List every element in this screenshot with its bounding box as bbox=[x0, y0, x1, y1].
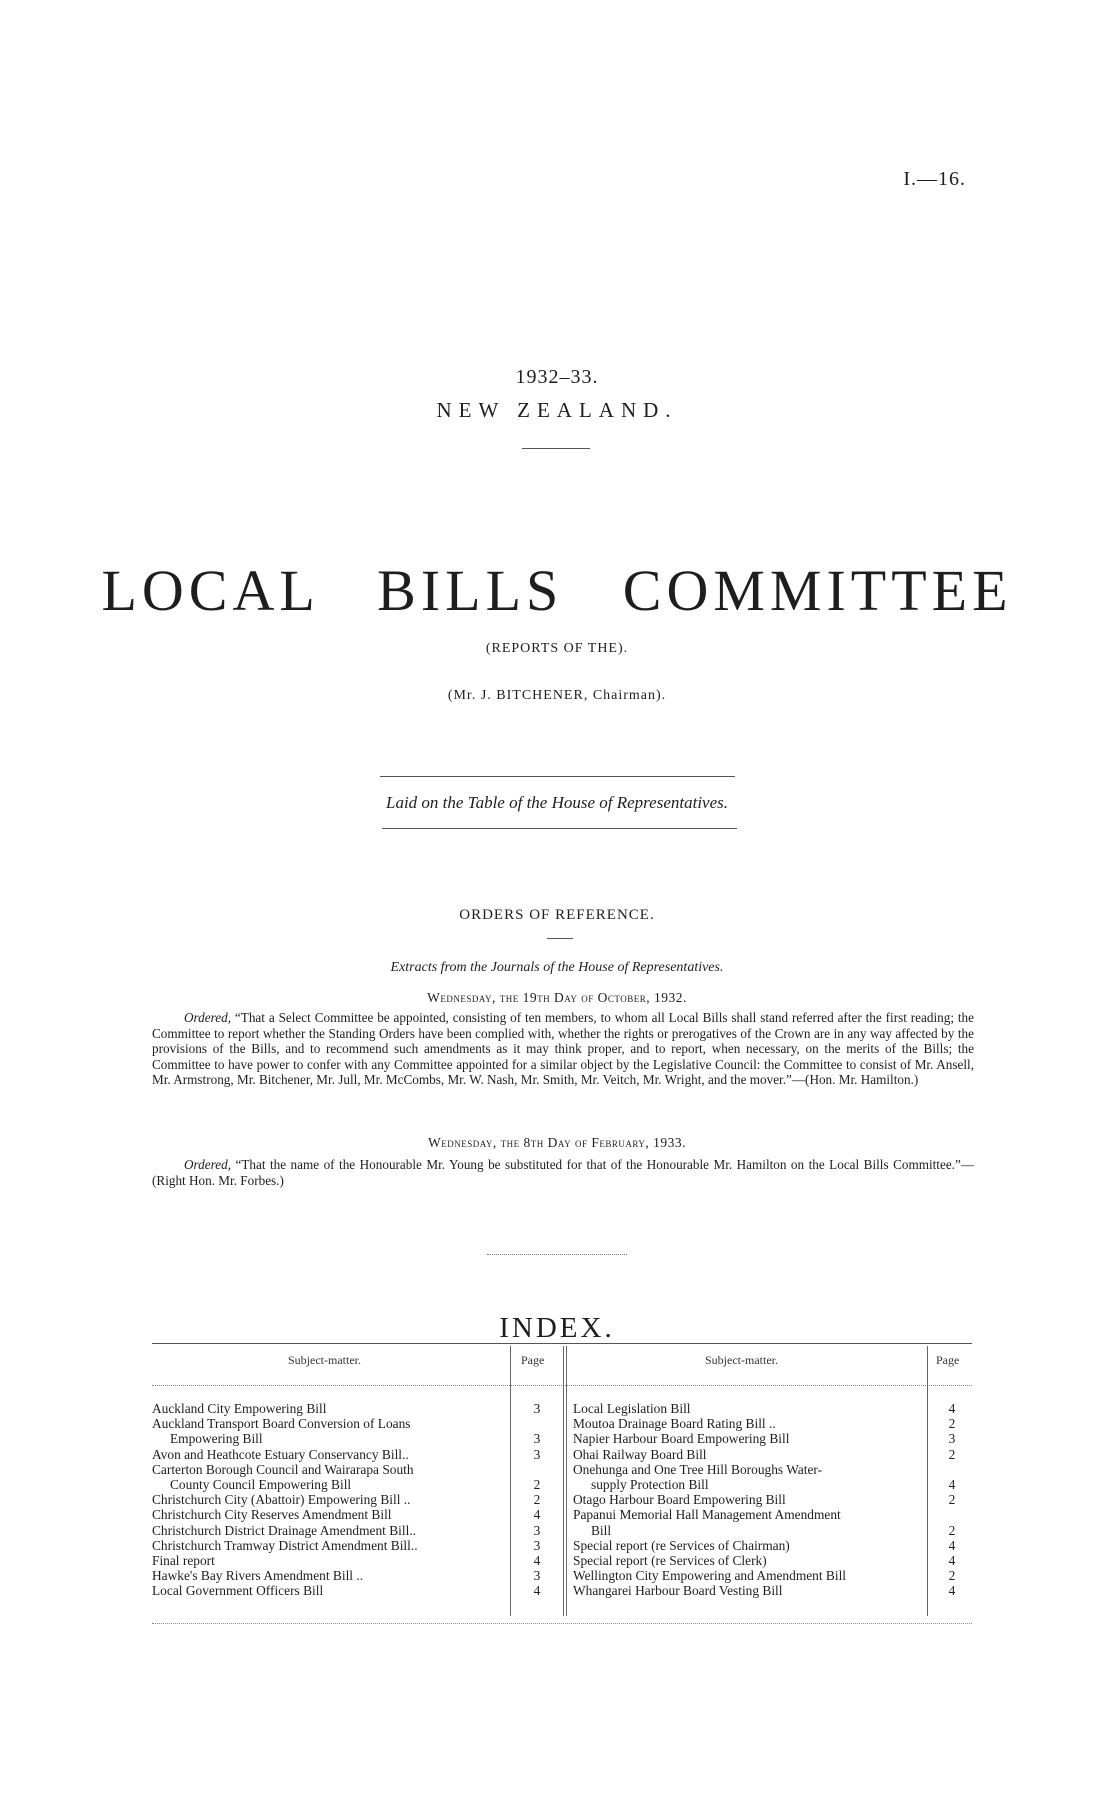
index-entry-line: Avon and Heathcote Estuary Conservancy Bill.. bbox=[152, 1446, 409, 1462]
index-entry-line: Moutoa Drainage Board Rating Bill .. bbox=[573, 1416, 776, 1432]
index-page-number: 2 bbox=[948, 1446, 956, 1462]
index-page-number: 3 bbox=[533, 1568, 541, 1584]
document-subtitle: (REPORTS OF THE). bbox=[485, 641, 629, 656]
index-entry-line: Final report bbox=[152, 1553, 215, 1568]
index-entry-line: Local Legislation Bill bbox=[573, 1401, 691, 1416]
table-top-rule bbox=[152, 1343, 972, 1344]
index-entry-line: Christchurch City (Abattoir) Empowering Bill .. bbox=[152, 1492, 411, 1508]
divider bbox=[487, 1254, 627, 1255]
order-date-1: Wednesday, the 19th Day of October, 1932. bbox=[427, 990, 687, 1005]
chairman-line: (Mr. J. BITCHENER, Chairman). bbox=[447, 688, 667, 703]
index-page-number: 4 bbox=[533, 1583, 541, 1599]
index-page-number: 4 bbox=[533, 1553, 541, 1568]
index-entry-line: Napier Harbour Board Empowering Bill bbox=[573, 1431, 790, 1447]
laid-on-table: Laid on the Table of the House of Representatives. bbox=[385, 793, 728, 812]
index-page-number: 2 bbox=[948, 1522, 956, 1538]
index-page-number: 3 bbox=[948, 1431, 956, 1447]
column-header-subject: Subject-matter. bbox=[705, 1353, 778, 1367]
document-reference: I.—16. bbox=[903, 168, 966, 190]
index-entry-line: supply Protection Bill bbox=[591, 1477, 709, 1492]
index-entry-line: Auckland Transport Board Conversion of Loans bbox=[152, 1416, 411, 1432]
index-page-number: 3 bbox=[533, 1431, 541, 1447]
header-rule bbox=[152, 1385, 972, 1386]
index-entry-line: Bill bbox=[591, 1522, 612, 1538]
index-entry-line: Special report (re Services of Chairman) bbox=[573, 1537, 790, 1553]
index-page-number: 3 bbox=[533, 1401, 541, 1416]
index-page-number: 4 bbox=[533, 1507, 541, 1523]
orders-heading: ORDERS OF REFERENCE. bbox=[459, 907, 655, 923]
index-page-number: 4 bbox=[948, 1401, 956, 1416]
index-page-number: 4 bbox=[948, 1537, 956, 1553]
index-entry-line: Christchurch City Reserves Amendment Bill bbox=[152, 1507, 392, 1523]
index-entry-line: Ohai Railway Board Bill bbox=[573, 1446, 707, 1462]
index-entry-line: Carterton Borough Council and Wairarapa South bbox=[152, 1461, 414, 1477]
table-bottom-rule bbox=[152, 1623, 972, 1624]
index-entry-line: Special report (re Services of Clerk) bbox=[573, 1553, 767, 1568]
divider bbox=[380, 776, 735, 777]
divider bbox=[547, 938, 573, 939]
column-divider bbox=[563, 1346, 564, 1616]
index-page-number: 3 bbox=[533, 1537, 541, 1553]
column-divider bbox=[927, 1346, 928, 1616]
index-entry-line: Papanui Memorial Hall Management Amendment bbox=[573, 1507, 841, 1523]
index-entry-line: Christchurch Tramway District Amendment Bill.. bbox=[152, 1537, 418, 1553]
index-page-number: 3 bbox=[533, 1446, 541, 1462]
session-year: 1932–33. bbox=[515, 366, 599, 388]
order-paragraph-1 bbox=[152, 1010, 974, 1088]
index-page-number: 2 bbox=[533, 1492, 541, 1508]
column-header-page: Page bbox=[521, 1353, 545, 1367]
index-entry-line: County Council Empowering Bill bbox=[170, 1477, 352, 1492]
index-entry-line: Auckland City Empowering Bill bbox=[152, 1401, 327, 1416]
order-text: “That the name of the Honourable Mr. Young be substituted for that of the Honourable Mr. Hamilton on the Local Bills Committee.”—(Right Hon. Mr. Forbes.) bbox=[152, 1157, 975, 1188]
column-divider bbox=[566, 1346, 567, 1616]
country-heading: NEW ZEALAND. bbox=[436, 398, 678, 422]
index-page-number: 4 bbox=[948, 1583, 956, 1599]
index-entry-line: Onehunga and One Tree Hill Boroughs Water- bbox=[573, 1461, 823, 1477]
index-entry-line: Otago Harbour Board Empowering Bill bbox=[573, 1492, 786, 1508]
divider bbox=[522, 448, 590, 449]
column-header-subject: Subject-matter. bbox=[288, 1353, 361, 1367]
index-entry-line: Empowering Bill bbox=[170, 1431, 263, 1447]
ordered-label: Ordered, bbox=[184, 1157, 231, 1172]
index-entry-line: Local Government Officers Bill bbox=[152, 1583, 324, 1599]
index-page-number: 3 bbox=[533, 1522, 541, 1538]
index-page-number: 2 bbox=[948, 1416, 956, 1432]
document-title: LOCAL BILLS COMMITTEE bbox=[101, 558, 1013, 623]
extracts-line: Extracts from the Journals of the House of Representatives. bbox=[390, 960, 724, 975]
index-page-number: 4 bbox=[948, 1477, 956, 1492]
divider bbox=[382, 828, 737, 829]
order-paragraph-2 bbox=[152, 1157, 974, 1188]
index-page-number: 2 bbox=[533, 1477, 541, 1492]
index-entry-line: Whangarei Harbour Board Vesting Bill bbox=[573, 1583, 783, 1599]
ordered-label: Ordered, bbox=[184, 1010, 231, 1025]
order-text: “That a Select Committee be appointed, consisting of ten members, to whom all Local Bills shall stand referred after the first reading; the Committee to report whether the Standing Orders have been complied with, whether the rights or prerogatives of the Crown are in any way affected by the provisions of the Bills, and to recommend such amendments as it may think proper, and to report, when necessary, on the merits of the Bills; the Committee to have power to confer with any Committee appointed for a similar object by the Legislative Council: the Committee to consist of Mr. Ansell, Mr. Armstrong, Mr. Bitchener, Mr. Jull, Mr. McCombs, Mr. W. Nash, Mr. Smith, Mr. Veitch, Mr. Wright, and the mover.”—(Hon. Mr. Hamilton.) bbox=[152, 1010, 975, 1088]
index-entry-line: Wellington City Empowering and Amendment Bill bbox=[573, 1568, 847, 1584]
index-title: INDEX. bbox=[499, 1312, 615, 1344]
index-page-number: 2 bbox=[948, 1492, 956, 1508]
order-date-2: Wednesday, the 8th Day of February, 1933. bbox=[428, 1135, 686, 1150]
index-entry-line: Christchurch District Drainage Amendment Bill.. bbox=[152, 1522, 417, 1538]
index-page-number: 2 bbox=[948, 1568, 956, 1584]
column-header-page: Page bbox=[936, 1353, 960, 1367]
column-divider bbox=[510, 1346, 511, 1616]
index-page-number: 4 bbox=[948, 1553, 956, 1568]
index-entry-line: Hawke's Bay Rivers Amendment Bill .. bbox=[152, 1568, 364, 1584]
